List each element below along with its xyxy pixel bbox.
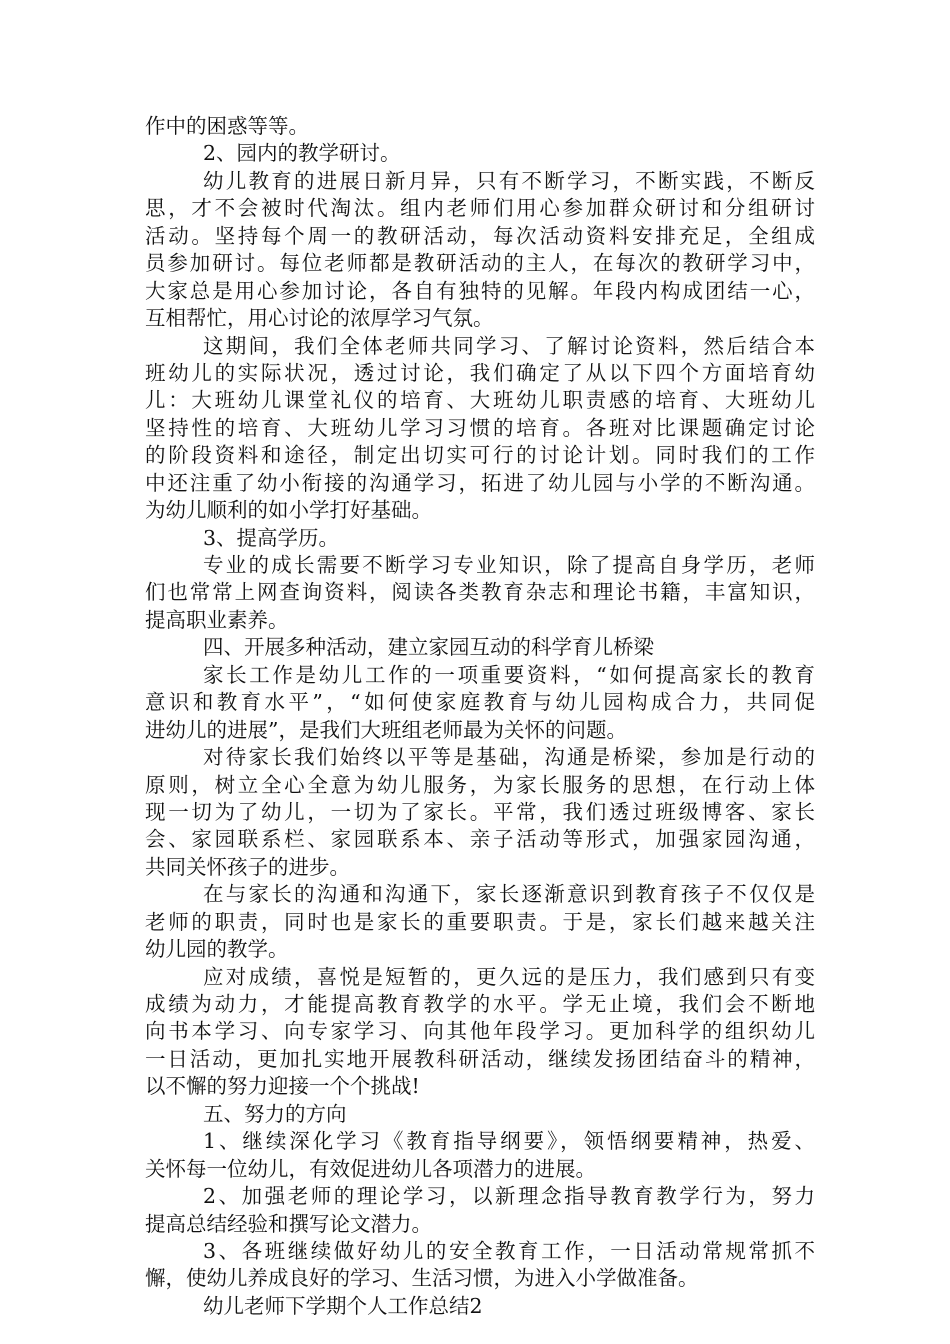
text-line: 儿：大班幼儿课堂礼仪的培育、大班幼儿职责感的培育、大班幼儿 xyxy=(145,388,815,413)
text-line: 幼儿教育的进展日新月异，只有不断学习，不断实践，不断反 xyxy=(203,168,815,193)
text-line: 2、加强老师的理论学习，以新理念指导教育教学行为，努力 xyxy=(203,1184,815,1209)
text-line: 中还注重了幼小衔接的沟通学习，拓进了幼儿园与小学的不断沟通。 xyxy=(145,470,815,495)
text-line: 3、各班继续做好幼儿的安全教育工作，一日活动常规常抓不 xyxy=(203,1238,815,1263)
section-heading: 四、开展多种活动，建立家园互动的科学育儿桥梁 xyxy=(203,635,654,660)
section-heading: 2、园内的教学研讨。 xyxy=(203,141,401,166)
text-line: 员参加研讨。每位老师都是教研活动的主人，在每次的教研学习中， xyxy=(145,251,815,276)
text-line: 现一切为了幼儿，一切为了家长。平常，我们透过班级博客、家长 xyxy=(145,799,815,824)
text-line: 以不懈的努力迎接一个个挑战! xyxy=(145,1074,420,1099)
text-line: 们也常常上网查询资料，阅读各类教育杂志和理论书籍，丰富知识， xyxy=(145,580,815,605)
text-line: 活动。坚持每个周一的教研活动，每次活动资料安排充足，全组成 xyxy=(145,223,815,248)
text-line: 幼儿园的教学。 xyxy=(145,937,289,962)
text-line: 向书本学习、向专家学习、向其他年段学习。更加科学的组织幼儿 xyxy=(145,1019,815,1044)
text-line: 懈，使幼儿养成良好的学习、生活习惯，为进入小学做准备。 xyxy=(145,1266,699,1291)
text-line: 会、家园联系栏、家园联系本、亲子活动等形式，加强家园沟通， xyxy=(145,827,815,852)
text-line: 提高职业素养。 xyxy=(145,607,289,632)
text-line: 关怀每一位幼儿，有效促进幼儿各项潜力的进展。 xyxy=(145,1156,596,1181)
text-line: 老师的职责，同时也是家长的重要职责。于是，家长们越来越关注 xyxy=(145,909,815,934)
text-line: 一日活动，更加扎实地开展教科研活动，继续发扬团结奋斗的精神， xyxy=(145,1046,815,1071)
text-line: 意识和教育水平”，“如何使家庭教育与幼儿园构成合力，共同促 xyxy=(145,690,815,715)
text-line: 作中的困惑等等。 xyxy=(145,114,309,138)
text-line: 大家总是用心参加讨论，各自有独特的见解。年段内构成团结一心， xyxy=(145,278,815,303)
text-line: 专业的成长需要不断学习专业知识，除了提高自身学历，老师 xyxy=(203,553,815,577)
text-line: 班幼儿的实际状况，透过讨论，我们确定了从以下四个方面培育幼 xyxy=(145,360,815,385)
text-line: 应对成绩，喜悦是短暂的，更久远的是压力，我们感到只有变 xyxy=(203,964,815,989)
text-line: 1、继续深化学习《教育指导纲要》，领悟纲要精神，热爱、 xyxy=(203,1129,815,1154)
text-line: 为幼儿顺利的如小学打好基础。 xyxy=(145,498,432,523)
text-line: 在与家长的沟通和沟通下，家长逐渐意识到教育孩子不仅仅是 xyxy=(203,882,815,907)
text-line: 共同关怀孩子的进步。 xyxy=(145,854,350,879)
text-line: 思，才不会被时代淘汰。组内老师们用心参加群众研讨和分组研讨 xyxy=(145,196,815,221)
text-line: 提高总结经验和撰写论文潜力。 xyxy=(145,1211,432,1236)
text-line: 原则，树立全心全意为幼儿服务，为家长服务的思想，在行动上体 xyxy=(145,772,815,797)
text-line: 对待家长我们始终以平等是基础，沟通是桥梁，参加是行动的 xyxy=(203,745,815,770)
text-line: 的阶段资料和途径，制定出切实可行的讨论计划。同时我们的工作 xyxy=(145,443,815,468)
section-heading: 五、努力的方向 xyxy=(203,1101,347,1126)
text-line: 成绩为动力，才能提高教育教学的水平。学无止境，我们会不断地 xyxy=(145,992,815,1016)
text-line: 家长工作是幼儿工作的一项重要资料，“如何提高家长的教育 xyxy=(203,662,815,687)
document-body xyxy=(145,113,815,1320)
text-line: 互相帮忙，用心讨论的浓厚学习气氛。 xyxy=(145,306,494,331)
section-heading: 幼儿老师下学期个人工作总结2 xyxy=(203,1293,483,1318)
section-heading: 3、提高学历。 xyxy=(203,525,340,550)
text-line: 进幼儿的进展”，是我们大班组老师最为关怀的问题。 xyxy=(145,717,627,742)
text-line: 坚持性的培育、大班幼儿学习习惯的培育。各班对比课题确定讨论 xyxy=(145,415,815,440)
text-line: 这期间，我们全体老师共同学习、了解讨论资料，然后结合本 xyxy=(203,333,815,358)
